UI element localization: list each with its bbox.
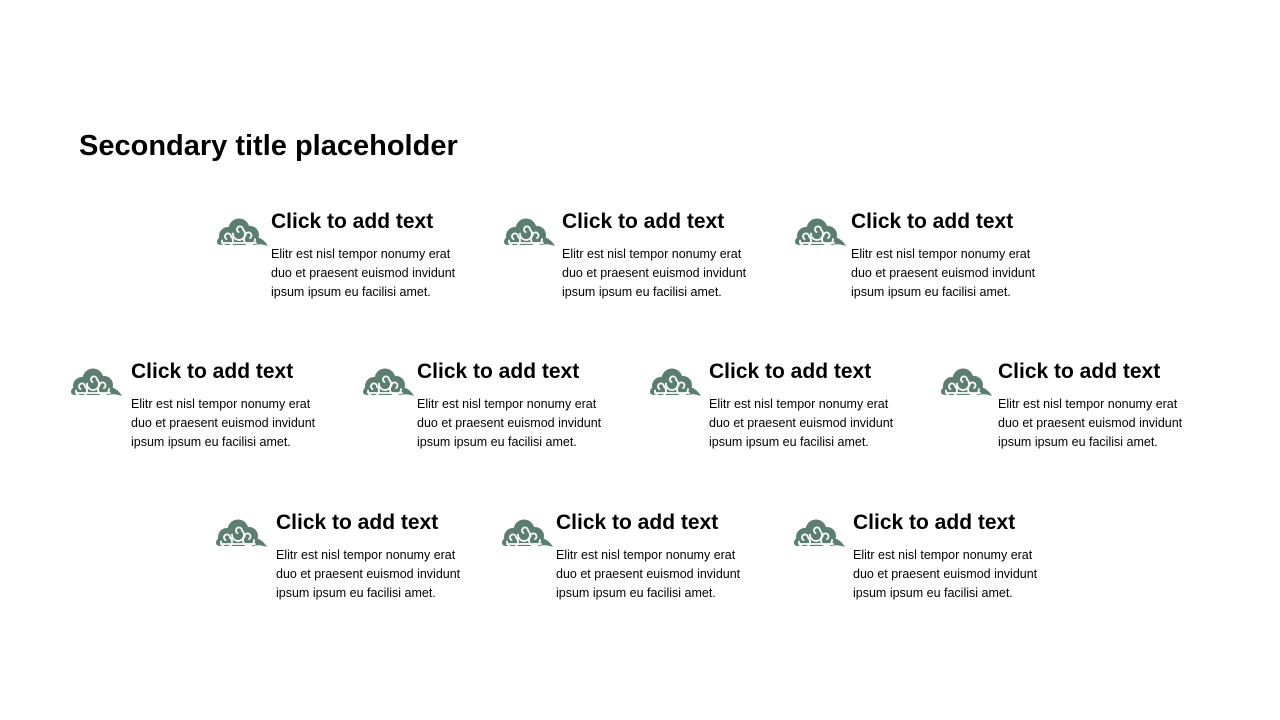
item-heading[interactable]: Click to add text bbox=[271, 210, 434, 233]
item-heading[interactable]: Click to add text bbox=[851, 210, 1014, 233]
item-heading[interactable]: Click to add text bbox=[131, 360, 294, 383]
content-item bbox=[647, 359, 907, 469]
item-body[interactable]: Elitr est nisl tempor nonumy erat duo et praesent euismod invidunt ipsum ipsum eu facilisi amet. bbox=[417, 397, 602, 449]
content-item bbox=[499, 510, 759, 620]
cloud-icon bbox=[791, 517, 845, 551]
content-item bbox=[213, 510, 473, 620]
item-body[interactable]: Elitr est nisl tempor nonumy erat duo et praesent euismod invidunt ipsum ipsum eu facilisi amet. bbox=[276, 548, 461, 600]
content-item bbox=[360, 359, 620, 469]
item-heading[interactable]: Click to add text bbox=[853, 511, 1016, 534]
item-heading[interactable]: Click to add text bbox=[556, 511, 719, 534]
item-body[interactable]: Elitr est nisl tempor nonumy erat duo et praesent euismod invidunt ipsum ipsum eu facilisi amet. bbox=[851, 247, 1036, 299]
item-body[interactable]: Elitr est nisl tempor nonumy erat duo et praesent euismod invidunt ipsum ipsum eu facilisi amet. bbox=[709, 397, 894, 449]
content-item bbox=[68, 359, 328, 469]
cloud-icon bbox=[214, 216, 268, 250]
page-title[interactable]: Secondary title placeholder bbox=[79, 130, 458, 162]
content-item bbox=[792, 209, 1052, 319]
item-heading[interactable]: Click to add text bbox=[276, 511, 439, 534]
item-heading[interactable]: Click to add text bbox=[998, 360, 1161, 383]
cloud-icon bbox=[360, 366, 414, 400]
item-body[interactable]: Elitr est nisl tempor nonumy erat duo et praesent euismod invidunt ipsum ipsum eu facilisi amet. bbox=[998, 397, 1183, 449]
cloud-icon bbox=[499, 517, 553, 551]
item-body[interactable]: Elitr est nisl tempor nonumy erat duo et praesent euismod invidunt ipsum ipsum eu facilisi amet. bbox=[131, 397, 316, 449]
content-item bbox=[501, 209, 761, 319]
cloud-icon bbox=[501, 216, 555, 250]
cloud-icon bbox=[68, 366, 122, 400]
item-body[interactable]: Elitr est nisl tempor nonumy erat duo et praesent euismod invidunt ipsum ipsum eu facilisi amet. bbox=[556, 548, 741, 600]
content-item bbox=[938, 359, 1198, 469]
item-body[interactable]: Elitr est nisl tempor nonumy erat duo et praesent euismod invidunt ipsum ipsum eu facilisi amet. bbox=[271, 247, 456, 299]
cloud-icon bbox=[792, 216, 846, 250]
item-heading[interactable]: Click to add text bbox=[417, 360, 580, 383]
cloud-icon bbox=[647, 366, 701, 400]
item-body[interactable]: Elitr est nisl tempor nonumy erat duo et praesent euismod invidunt ipsum ipsum eu facilisi amet. bbox=[562, 247, 747, 299]
content-item bbox=[214, 209, 474, 319]
content-item bbox=[791, 510, 1051, 620]
item-body[interactable]: Elitr est nisl tempor nonumy erat duo et praesent euismod invidunt ipsum ipsum eu facilisi amet. bbox=[853, 548, 1038, 600]
item-heading[interactable]: Click to add text bbox=[709, 360, 872, 383]
cloud-icon bbox=[938, 366, 992, 400]
item-heading[interactable]: Click to add text bbox=[562, 210, 725, 233]
cloud-icon bbox=[213, 517, 267, 551]
